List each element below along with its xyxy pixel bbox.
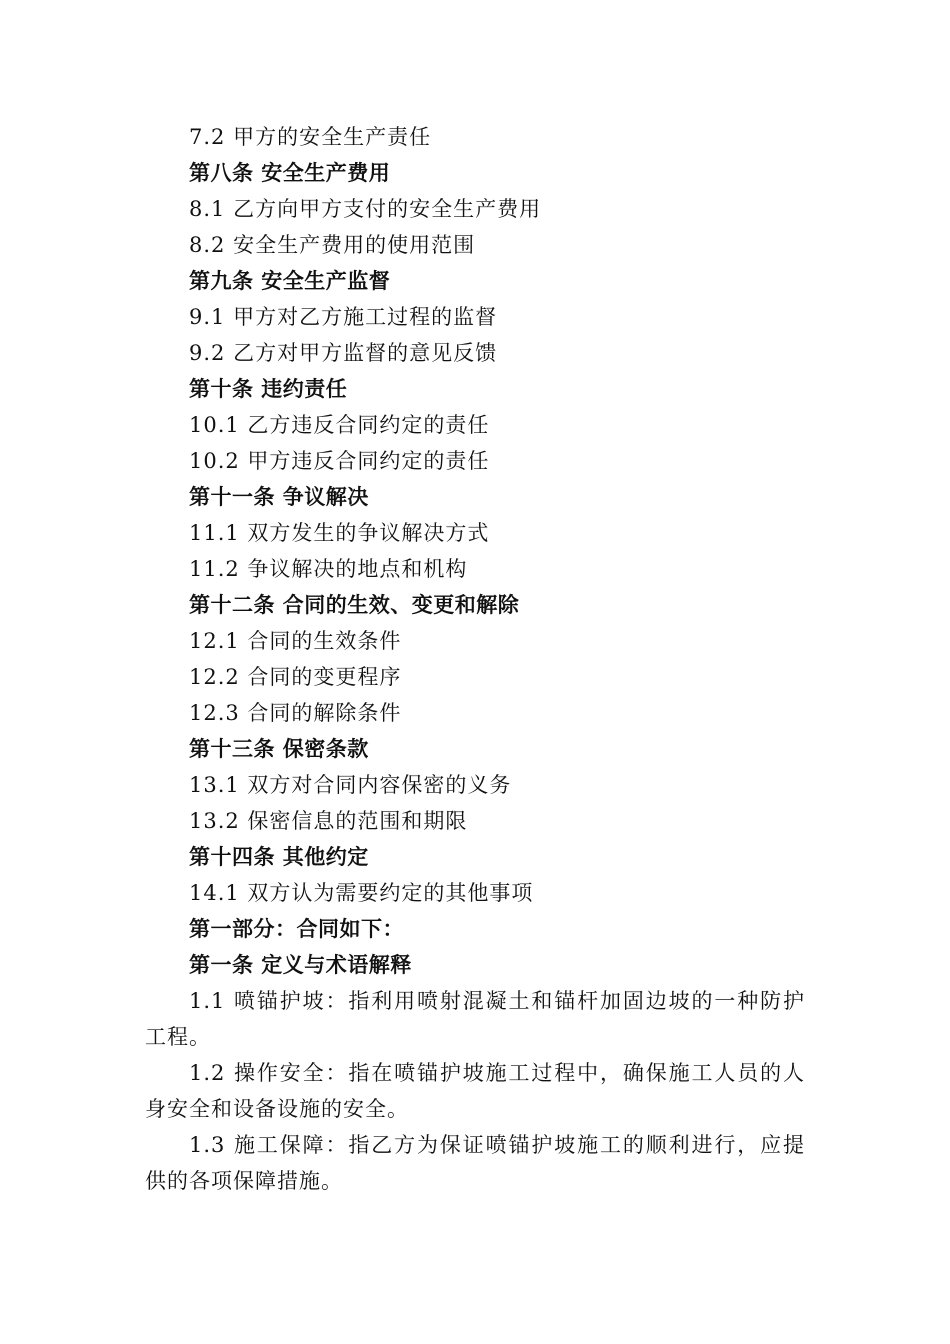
subclause-line: 14.1 双方认为需要约定的其他事项 — [189, 881, 534, 905]
definition-paragraph: 1.2 操作安全：指在喷锚护坡施工过程中，确保施工人员的人身安全和设备设施的安全。 — [145, 1061, 805, 1121]
subclause-line: 10.1 乙方违反合同约定的责任 — [189, 413, 490, 437]
article-heading: 第十条 违约责任 — [189, 377, 348, 401]
article-heading: 第八条 安全生产费用 — [189, 161, 391, 185]
subclause-line: 9.2 乙方对甲方监督的意见反馈 — [189, 341, 498, 365]
article-heading: 第十二条 合同的生效、变更和解除 — [189, 593, 520, 617]
subclause-line: 11.2 争议解决的地点和机构 — [189, 557, 468, 581]
subclause-line: 7.2 甲方的安全生产责任 — [189, 125, 432, 149]
subclause-line: 8.1 乙方向甲方支付的安全生产费用 — [189, 197, 542, 221]
subclause-line: 8.2 安全生产费用的使用范围 — [189, 233, 476, 257]
subclause-line: 13.1 双方对合同内容保密的义务 — [189, 773, 512, 797]
subclause-line: 12.1 合同的生效条件 — [189, 629, 402, 653]
article-heading: 第十四条 其他约定 — [189, 845, 369, 869]
subclause-line: 13.2 保密信息的范围和期限 — [189, 809, 468, 833]
subclause-line: 12.2 合同的变更程序 — [189, 665, 402, 689]
article-heading: 第十三条 保密条款 — [189, 737, 369, 761]
article-heading: 第十一条 争议解决 — [189, 485, 369, 509]
subclause-line: 10.2 甲方违反合同约定的责任 — [189, 449, 490, 473]
article-heading: 第一条 定义与术语解释 — [189, 953, 412, 977]
subclause-line: 9.1 甲方对乙方施工过程的监督 — [189, 305, 498, 329]
definition-paragraph: 1.1 喷锚护坡：指利用喷射混凝土和锚杆加固边坡的一种防护工程。 — [145, 989, 805, 1049]
part-heading: 第一部分：合同如下： — [189, 917, 404, 941]
article-heading: 第九条 安全生产监督 — [189, 269, 391, 293]
subclause-line: 11.1 双方发生的争议解决方式 — [189, 521, 490, 545]
definition-paragraph: 1.3 施工保障：指乙方为保证喷锚护坡施工的顺利进行，应提供的各项保障措施。 — [145, 1133, 805, 1193]
subclause-line: 12.3 合同的解除条件 — [189, 701, 402, 725]
